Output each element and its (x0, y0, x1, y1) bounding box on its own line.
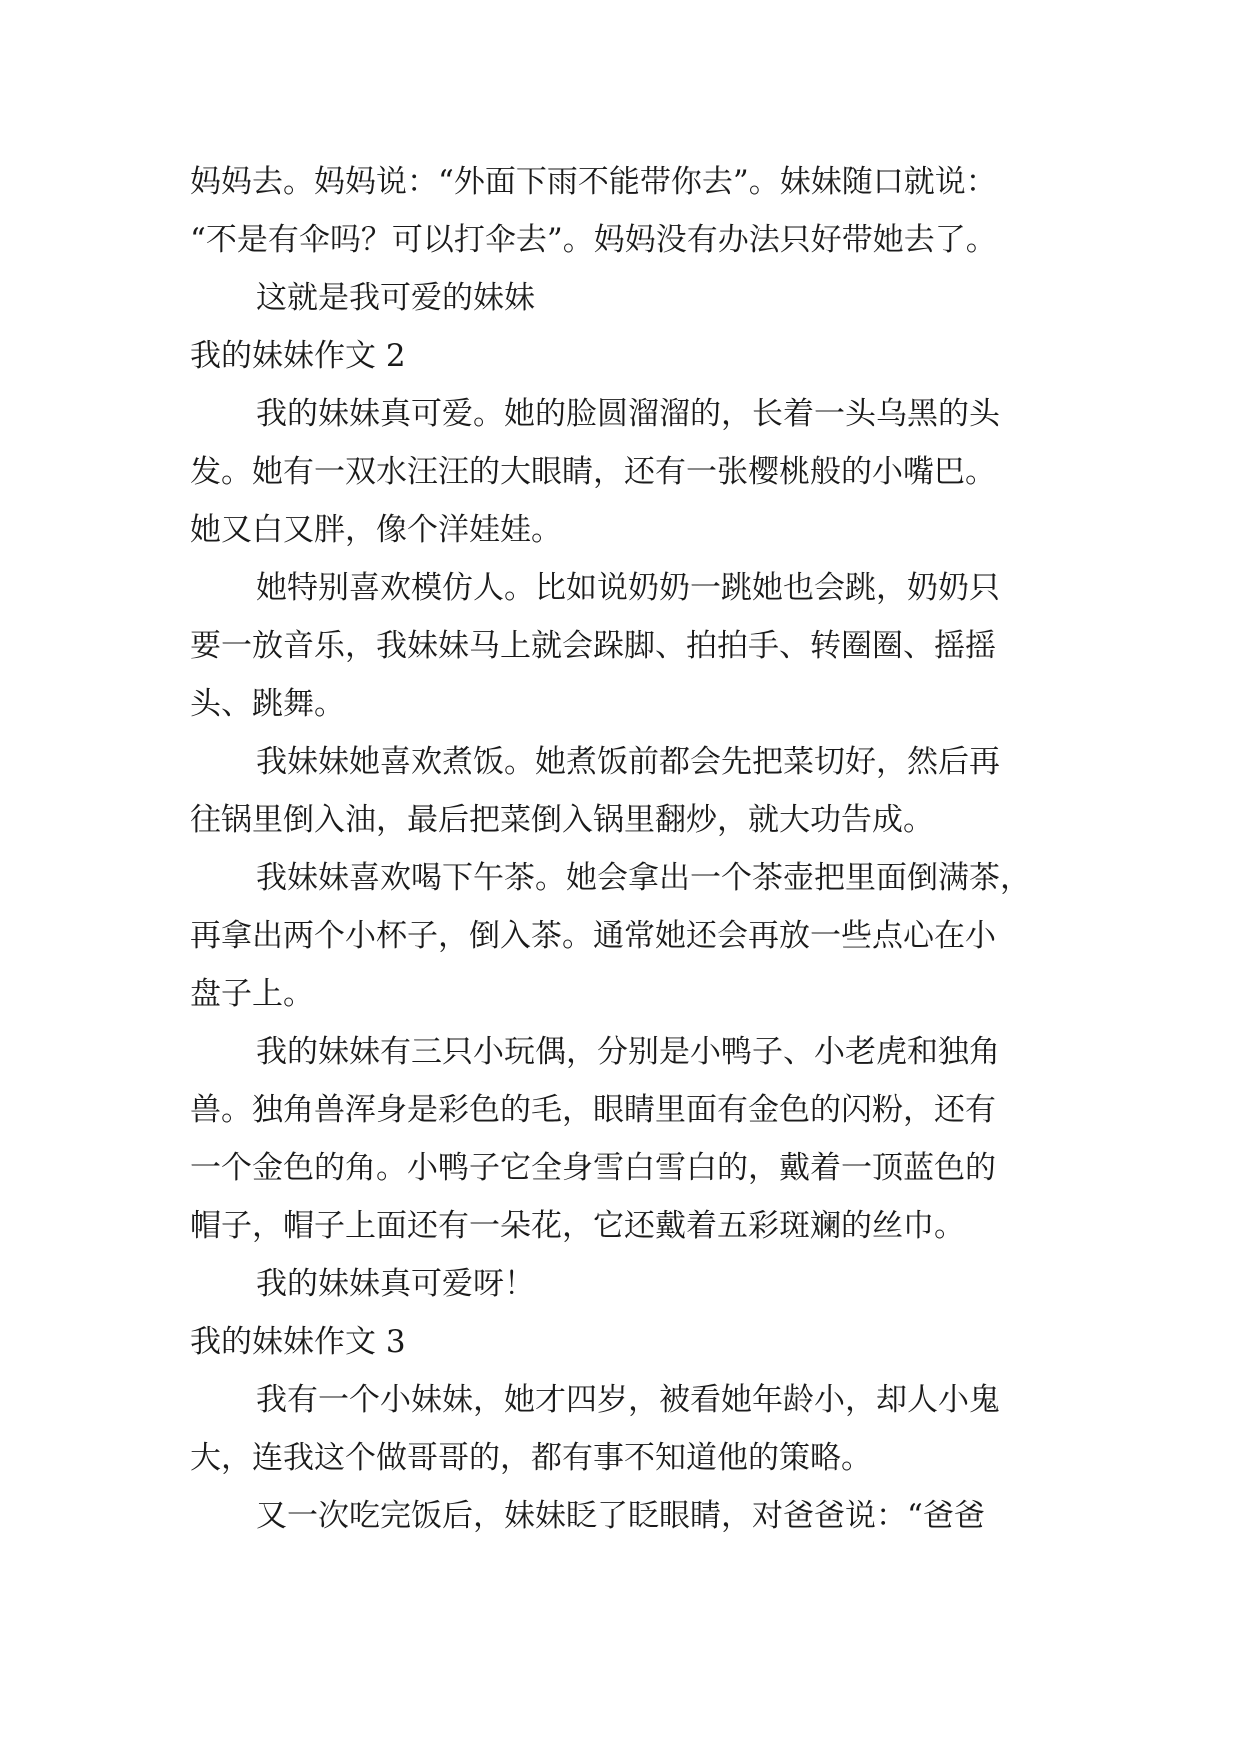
text-line: 妈妈去。妈妈说：“外面下雨不能带你去”。妹妹随口就说： (190, 164, 997, 200)
text-line: 要一放音乐，我妹妹马上就会跺脚、拍拍手、转圈圈、摇摇 (190, 628, 996, 664)
text-line: 她特别喜欢模仿人。比如说奶奶一跳她也会跳，奶奶只 (256, 570, 1000, 606)
text-line: 又一次吃完饭后，妹妹眨了眨眼睛，对爸爸说：“爸爸 (256, 1498, 985, 1534)
section-heading: 我的妹妹作文 3 (190, 1324, 406, 1360)
text-line: 帽子，帽子上面还有一朵花，它还戴着五彩斑斓的丝巾。 (190, 1208, 965, 1244)
section-heading: 我的妹妹作文 2 (190, 338, 406, 374)
text-line: 这就是我可爱的妹妹 (256, 280, 535, 316)
text-line: 往锅里倒入油，最后把菜倒入锅里翻炒，就大功告成。 (190, 802, 934, 838)
text-line: 我的妹妹有三只小玩偶，分别是小鸭子、小老虎和独角 (256, 1034, 1000, 1070)
text-line: 兽。独角兽浑身是彩色的毛，眼睛里面有金色的闪粉，还有 (190, 1092, 996, 1128)
text-line: 一个金色的角。小鸭子它全身雪白雪白的，戴着一顶蓝色的 (190, 1150, 996, 1186)
text-line: “不是有伞吗？可以打伞去”。妈妈没有办法只好带她去了。 (190, 222, 997, 258)
text-line: 大，连我这个做哥哥的，都有事不知道他的策略。 (190, 1440, 872, 1476)
text-line: 发。她有一双水汪汪的大眼睛，还有一张樱桃般的小嘴巴。 (190, 454, 996, 490)
text-line: 我的妹妹真可爱呀！ (256, 1266, 535, 1302)
text-line: 我妹妹她喜欢煮饭。她煮饭前都会先把菜切好，然后再 (256, 744, 1000, 780)
text-line: 再拿出两个小杯子，倒入茶。通常她还会再放一些点心在小 (190, 918, 996, 954)
text-line: 我的妹妹真可爱。她的脸圆溜溜的，长着一头乌黑的头 (256, 396, 1000, 432)
text-line: 头、跳舞。 (190, 686, 345, 722)
text-line: 她又白又胖，像个洋娃娃。 (190, 512, 562, 548)
text-line: 盘子上。 (190, 976, 314, 1012)
text-line: 我有一个小妹妹，她才四岁，被看她年龄小，却人小鬼 (256, 1382, 1000, 1418)
text-line: 我妹妹喜欢喝下午茶。她会拿出一个茶壶把里面倒满茶， (256, 860, 1031, 896)
